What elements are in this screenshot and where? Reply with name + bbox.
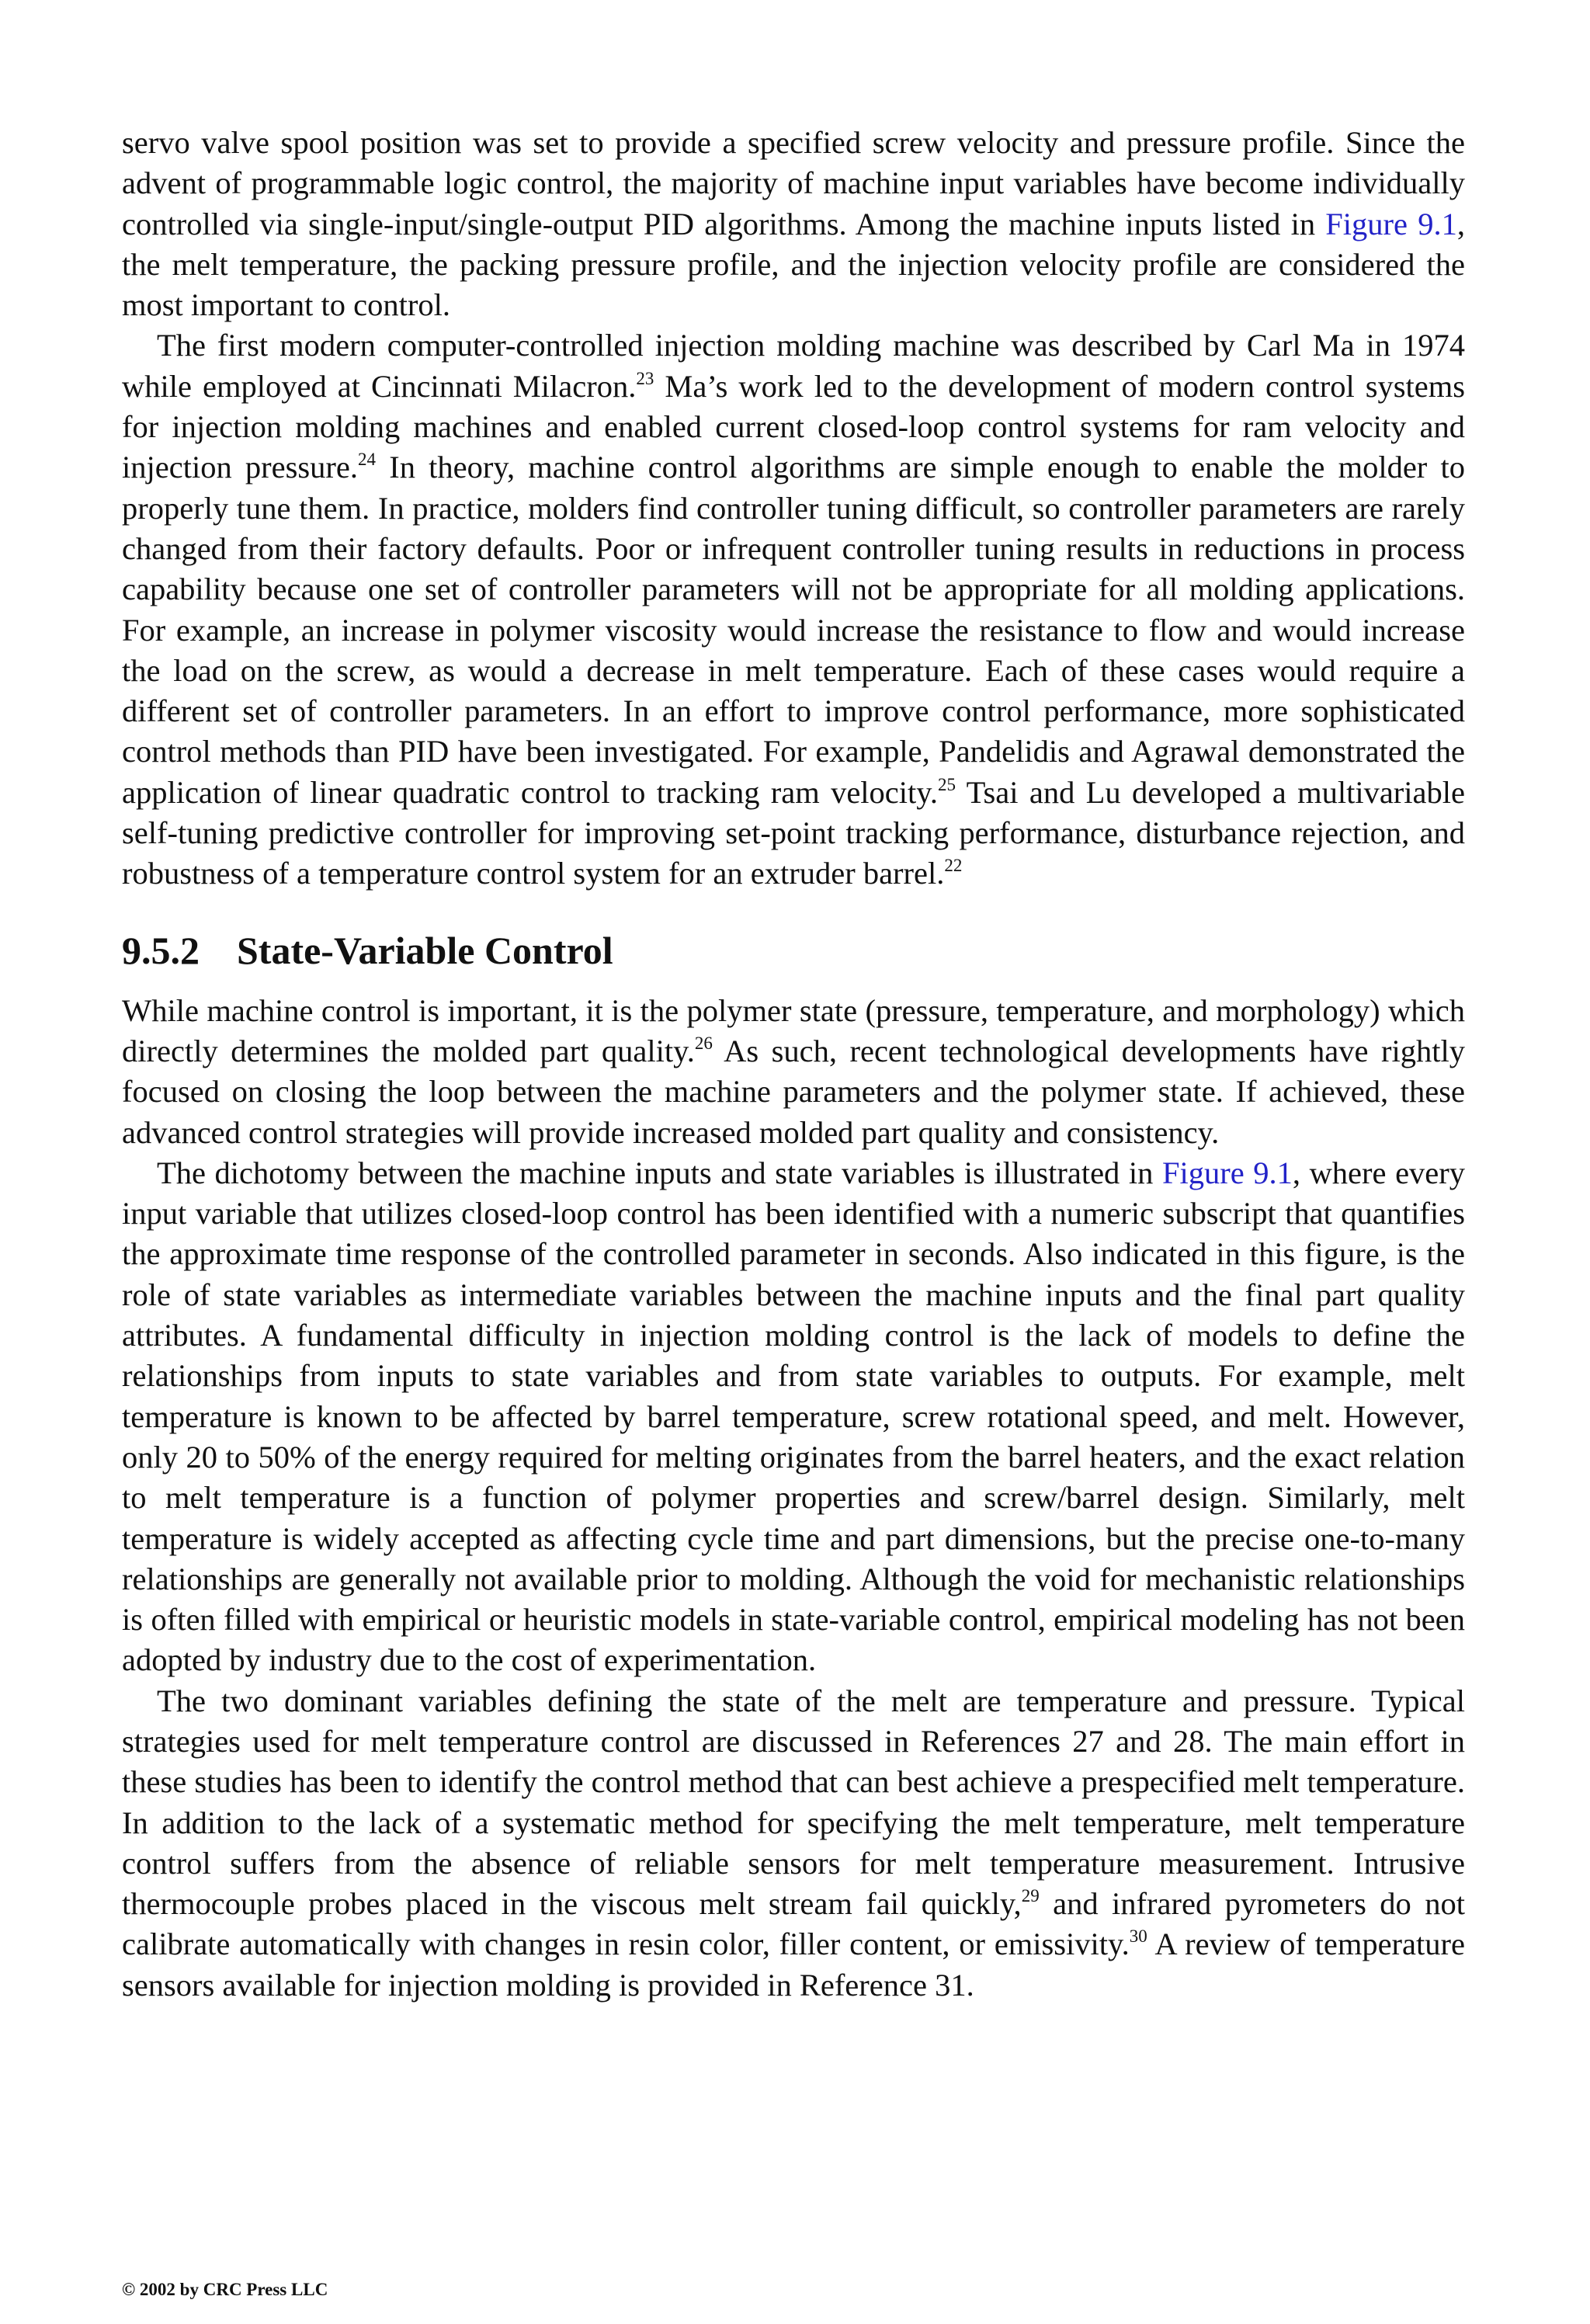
paragraph-text: , the melt temperature, the packing pressure profile, and the injection velocity profile are considered the most important to control.: [122, 206, 1465, 323]
section-number: 9.5.2: [122, 928, 200, 972]
figure-link[interactable]: Figure 9.1: [1161, 1155, 1293, 1190]
paragraph-melt-state-variables: [122, 1681, 1465, 2006]
paragraph-text: Ma’s work led to the development of modern control systems for injection molding machines and enabled current closed-loop control systems for ram velocity and injection pressure.: [122, 368, 1466, 485]
paragraph-text: The two dominant variables defining the state of the melt are temperature and pressure. Typical strategies used for melt temperature control are discussed in References 27 and 28. The main effort in these studies has been to identify the control method that can best achieve a prespecified melt temperature. In addition to the lack of a systematic method for specifying the melt temperature, melt temperature control suffers from the absence of reliable sensors for melt temperature measurement. Intrusive thermocouple probes placed in the viscous melt stream fail quickly,: [122, 1683, 1465, 1922]
section-title: State-Variable Control: [237, 928, 613, 972]
copyright-footer: © 2002 by CRC Press LLC: [122, 2280, 328, 2299]
figure-link[interactable]: Figure 9.1: [1325, 206, 1457, 241]
paragraph-text: and infrared pyrometers do not calibrate automatically with changes in resin color, filler content, or emissivity.: [122, 1886, 1465, 1962]
paragraph-text: The dichotomy between the machine inputs and state variables is illustrated in: [157, 1155, 1162, 1190]
reference-superscript: 24: [358, 450, 376, 470]
paragraph-text: , where every input variable that utilizes closed-loop control has been identified with a numeric subscript that quantifies the approximate time response of the controlled parameter in seconds. Also indicated in this figure, is the role of state variables as intermediate variables between the machine inputs and the final part quality attributes. A fundamental difficulty in injection molding control is the lack of models to define the relationships from inputs to state variables and from state variables to outputs. For example, melt temperature is known to be affected by barrel temperature, screw rotational speed, and melt. However, only 20 to 50% of the energy required for melting originates from the barrel heaters, and the exact relation to melt temperature is a function of polymer properties and screw/barrel design. Similarly, melt temperature is widely accepted as affecting cycle time and part dimensions, but the precise one-to-many relationships are generally not available prior to molding. Although the void for mechanistic relationships is often filled with empirical or heuristic models in state-variable control, empirical modeling has not been adopted by industry due to the cost of experimentation.: [122, 1155, 1466, 1678]
paragraph-text: A review of temperature sensors available for injection molding is provided in Reference 31.: [122, 1926, 1465, 2003]
reference-superscript: 26: [694, 1033, 713, 1053]
section-heading: [122, 927, 1465, 974]
reference-superscript: 22: [944, 856, 963, 876]
reference-superscript: 23: [636, 368, 654, 388]
paragraph-computer-control-history: [122, 325, 1465, 894]
paragraph-text: Tsai and Lu developed a multivariable self-tuning predictive controller for improving set-point tracking performance, disturbance rejection, and robustness of a temperature control system for an extruder barrel.: [122, 774, 1465, 891]
reference-superscript: 30: [1129, 1926, 1147, 1947]
reference-superscript: 25: [938, 774, 956, 794]
paragraph-polymer-state: [122, 991, 1465, 1153]
paragraph-text: While machine control is important, it is the polymer state (pressure, temperature, and morphology) which directly determines the molded part quality.: [122, 992, 1465, 1068]
paragraph-dichotomy: [122, 1153, 1465, 1681]
paragraph-machine-inputs: [122, 123, 1465, 325]
paragraph-text: As such, recent technological developments have rightly focused on closing the loop between the machine parameters and the polymer state. If achieved, these advanced control strategies will provide increased molded part quality and consistency.: [122, 1033, 1465, 1150]
page-content: [122, 123, 1465, 2006]
paragraph-text: The first modern computer-controlled injection molding machine was described by Carl Ma in 1974 while employed at Cincinnati Milacron.: [122, 328, 1465, 404]
reference-superscript: 29: [1021, 1886, 1040, 1906]
paragraph-text: servo valve spool position was set to provide a specified screw velocity and pressure profile. Since the advent of programmable logic control, the majority of machine input variables have become individually controlled via single-input/single-output PID algorithms. Among the machine inputs listed in: [122, 125, 1465, 241]
paragraph-text: In theory, machine control algorithms are simple enough to enable the molder to properly tune them. In practice, molders find controller tuning difficult, so controller parameters are rarely changed from their factory defaults. Poor or infrequent controller tuning results in reductions in process capability because one set of controller parameters will not be appropriate for all molding applications. For example, an increase in polymer viscosity would increase the resistance to flow and would increase the load on the screw, as would a decrease in melt temperature. Each of these cases would require a different set of controller parameters. In an effort to improve control performance, more sophisticated control methods than PID have been investigated. For example, Pandelidis and Agrawal demonstrated the application of linear quadratic control to tracking ram velocity.: [122, 450, 1465, 810]
